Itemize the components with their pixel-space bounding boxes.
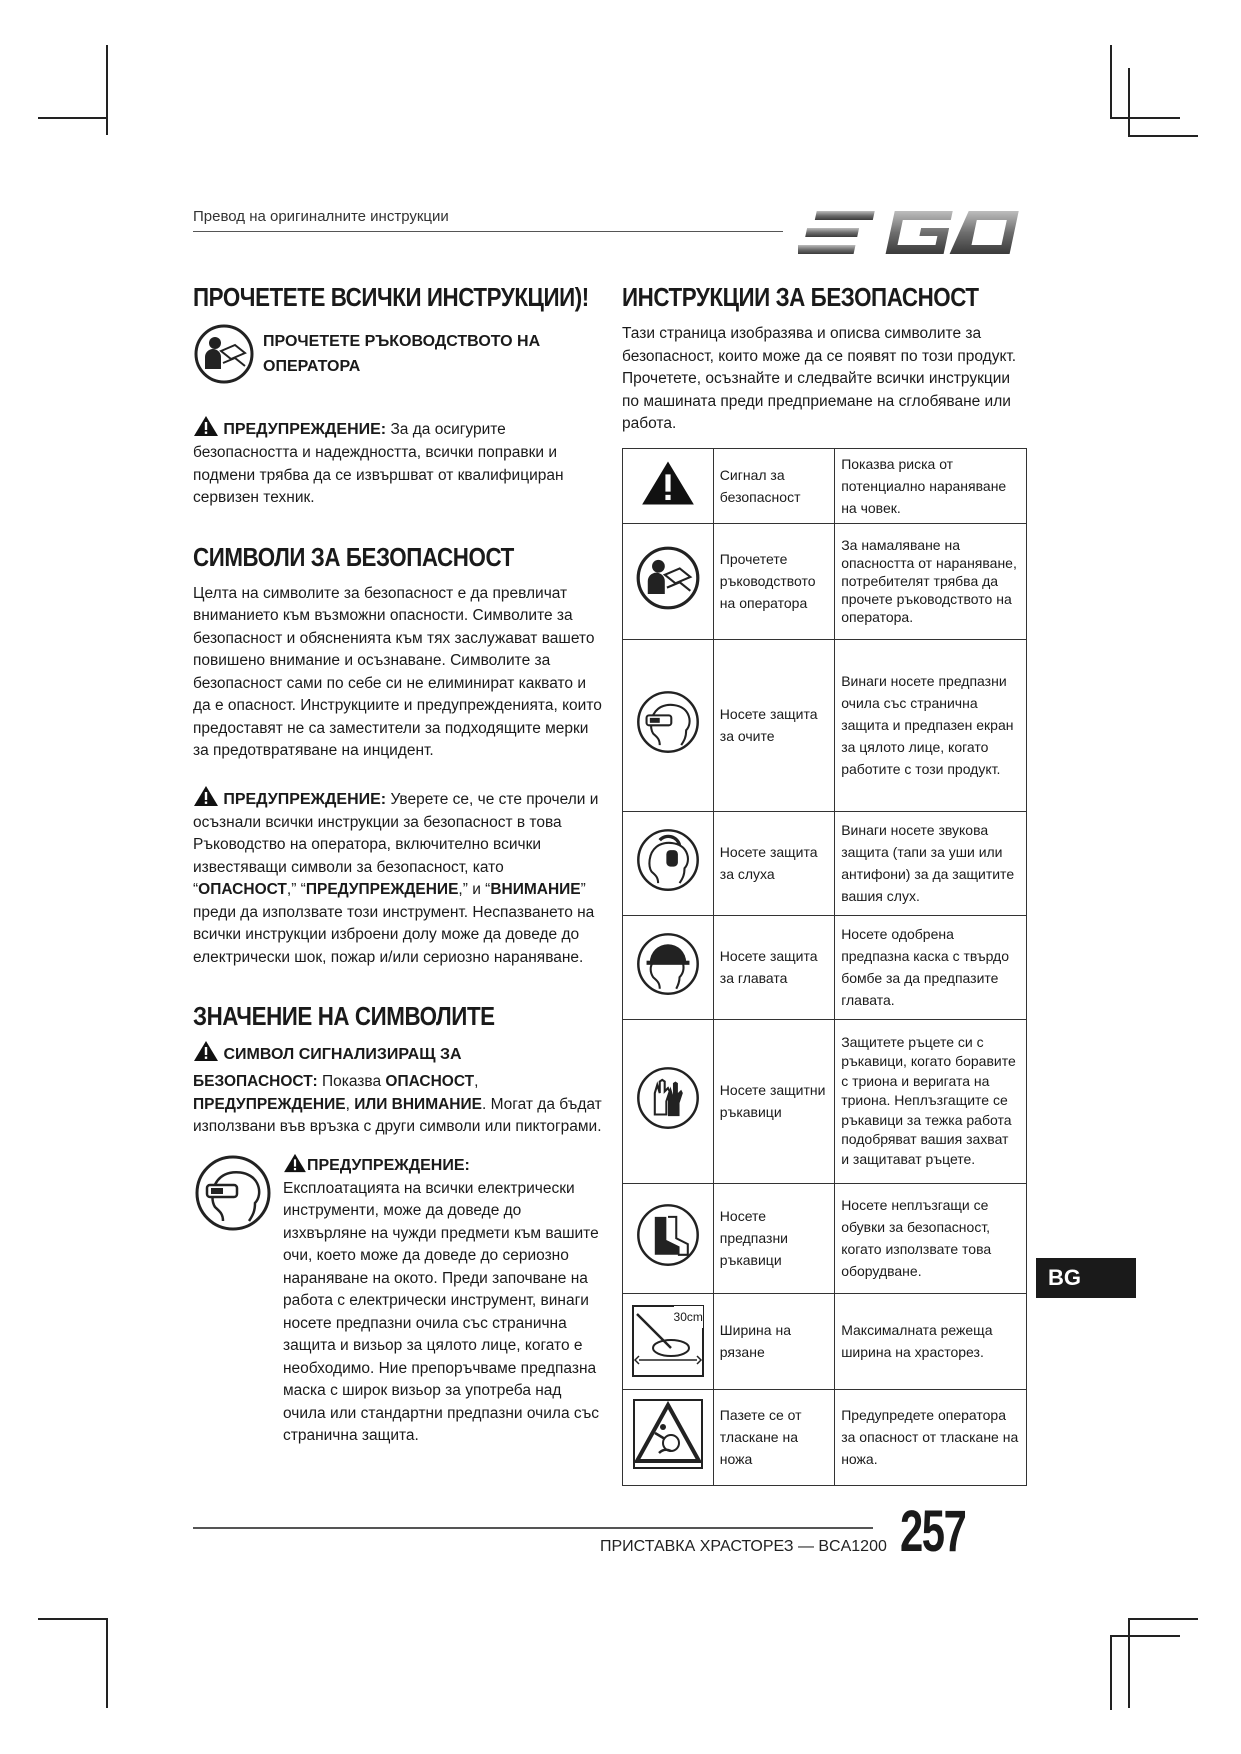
footer-product: ПРИСТАВКА ХРАСТОРЕЗ — BCA1200 [600,1538,887,1555]
warning-text-part: Уверете се, че сте прочели и осъзнали всички инструкции за безопасност в това Ръководство на оператора, включително всички известяващи символи за безопасност, като “ [193,790,599,898]
alert-bold: БЕЗОПАСНОСТ: [193,1073,318,1090]
heading-symbol-meaning: ЗНАЧЕНИЕ НА СИМВОЛИТЕ [193,1001,495,1031]
intro-paragraph: Тази страница изобразява и описва символите за безопасност, които може да се появят по този продукт. Прочетете, осъзнайте и следвайте всички инструкции по машината преди предприемане на сглобяване или работа. [622,325,1017,432]
caution-word: ВНИМАНИЕ [490,881,581,898]
warning-text: За да осигурите безопасността и надеждността, всички поправки и подмени трябва да се извършват от квалифициран сервизен техник. [193,421,564,506]
table-row [623,915,1027,1019]
read-manual-block [193,323,603,385]
eye-protection-icon [635,689,701,755]
footer-rule [193,1527,873,1529]
alert-bold: ПРЕДУПРЕЖДЕНИЕ [193,1095,346,1113]
warning-label: ПРЕДУПРЕЖДЕНИЕ: [223,421,387,438]
symbol-desc: Защитете ръцете си с ръкавици, когато боравите с триона и веригата на триона. Неплъзгащите се ръкавици за тежка работа подобряват вашия захват и защитават ръцете. [835,1019,1027,1183]
warning-service [193,415,603,510]
alert-bold: ОПАСНОСТ [385,1073,475,1090]
left-column [193,282,603,1448]
symbols-paragraph: Целта на символите за безопасност е да превличат вниманието към възможни опасности. Символите за безопасност и обясненията към тях заслужават вашето повишено внимание и осъзнаване. Символите за безопасност сами по себе си не елиминират каквато и да е опасност. Инструкциите и предупрежденията, които предоставят не са заместители за подходящите мерки за предотвратяване на инцидент. [193,584,602,759]
crop-mark [1128,1618,1198,1620]
warning-text: Експлоатацията на всички електрически инструменти, може да доведе до изхвърляне на чужди предмети към вашите очи, което може да доведе до сериозно нараняване на окото. Преди започване на работа с електрически инструмент, винаги носете предпазни очила със странична защита и визьор за цялото лице, когато е необходимо. Ние препоръчваме предпазна маска с широк визьор за употреба над очила или стандартни предпазни очила със странична защита. [283,1179,600,1444]
read-manual-icon [635,545,701,611]
symbol-desc: Носете неплъзгащи се обувки за безопасност, когато използвате това оборудване. [835,1183,1027,1293]
crop-mark [106,1618,108,1708]
right-column [622,282,1030,1486]
warning-text-part: ,” “ [286,881,306,898]
symbol-desc: Носете одобрена предпазна каска с твърдо бомбе за да предпазите главата. [835,915,1027,1019]
blade-thrust-icon [633,1399,703,1469]
symbol-desc: Винаги носете звукова защита (тапи за уши или антифони) за да защитите вашия слух. [835,811,1027,915]
symbol-desc: Предупредете оператора за опасност от тласкане на ножа. [835,1389,1027,1485]
symbol-cell [623,1293,714,1389]
alert-text: , [345,1095,355,1113]
warning-label: ПРЕДУПРЕЖДЕНИЕ: [307,1156,470,1174]
symbol-desc: Показва риска от потенциално нараняване на човек. [835,448,1027,523]
crop-mark [1110,117,1180,119]
alert-text: Показва [317,1073,386,1090]
crop-mark [1110,1635,1180,1637]
crop-mark [38,1618,108,1620]
warning-text-part: ” преди да използвате този инструмент. Неспазването на всички инструкции изброени долу може да доведе до електрически шок, пожар и/или сериозно нараняване. [193,881,595,966]
symbol-cell [623,1389,714,1485]
alert-symbol-title [193,1040,603,1067]
alert-text: , [474,1073,479,1090]
crop-mark [1128,68,1130,136]
ego-logo-text: EGO [798,205,801,206]
symbols-table [622,448,1027,1486]
ear-protection-icon [635,827,701,893]
ego-logo [798,205,1028,261]
symbol-name: Носете защита за очите [713,639,834,811]
cutting-width-label: 30cm [674,1306,703,1328]
warning-label: ПРЕДУПРЕЖДЕНИЕ: [223,790,387,808]
read-manual-line1: ПРОЧЕТЕТЕ РЪКОВОДСТВОТО НА [263,333,541,350]
symbol-name: Носете защита за главата [713,915,834,1019]
safety-goggles-icon [193,1153,273,1233]
symbol-cell [623,523,714,639]
table-row [623,448,1027,523]
language-tab: BG [1036,1258,1136,1298]
read-manual-line2: ОПЕРАТОРА [263,358,361,375]
warning-triangle-icon [193,785,219,807]
symbol-cell [623,1019,714,1183]
symbol-name: Прочетете ръководството на оператора [713,523,834,639]
crop-mark [1128,135,1198,137]
alert-text: . Могат да бъдат използвани във връзка с други символи или пиктограми. [193,1095,602,1135]
table-row [623,1389,1027,1485]
symbol-name: Сигнал за безопасност [713,448,834,523]
crop-mark [1110,45,1112,117]
heading-safety-instructions: ИНСТРУКЦИИ ЗА БЕЗОПАСНОСТ [622,282,979,312]
symbol-cell [623,915,714,1019]
symbol-cell [623,1183,714,1293]
table-row [623,1183,1027,1293]
symbol-name: Носете защита за слуха [713,811,834,915]
eye-warning-text [283,1153,603,1448]
symbol-name: Пазете се от тласкане на ножа [713,1389,834,1485]
header-rule [193,231,783,232]
warning-read-instructions [193,785,603,970]
symbol-name: Носете защитни ръкавици [713,1019,834,1183]
alert-symbol-desc [193,1071,603,1139]
warning-text-part: ,” и “ [458,881,491,898]
symbol-desc: За намаляване на опасността от нараняване, потребителят трябва да прочете ръководството на оператора. [835,523,1027,639]
gloves-icon [635,1065,701,1131]
table-row [623,1293,1027,1389]
crop-mark [106,45,108,135]
boots-icon [635,1202,701,1268]
read-manual-icon [193,323,255,385]
danger-word: ОПАСНОСТ [198,881,287,898]
symbol-desc: Максималната режеща ширина на храсторез. [835,1293,1027,1389]
warning-triangle-icon [283,1153,307,1173]
heading-read-all: ПРОЧЕТЕТЕ ВСИЧКИ ИНСТРУКЦИИ)! [193,282,589,312]
crop-mark [1110,1635,1112,1710]
warning-word: ПРЕДУПРЕЖДЕНИЕ [305,881,459,898]
alert-bold: ИЛИ ВНИМАНИЕ [354,1095,482,1113]
symbol-name: Носете предпазни ръкавици [713,1183,834,1293]
crop-mark [38,117,108,119]
table-row [623,523,1027,639]
symbol-cell [623,639,714,811]
symbol-cell [623,448,714,523]
warning-triangle-icon [193,415,219,437]
symbol-desc: Винаги носете предпазни очила със странична защита и предпазен екран за цялото лице, когато работите с този продукт. [835,639,1027,811]
table-row [623,639,1027,811]
symbol-cell [623,811,714,915]
warning-triangle-icon [193,1040,219,1062]
heading-safety-symbols: СИМВОЛИ ЗА БЕЗОПАСНОСТ [193,541,514,572]
eye-warning-block [193,1153,603,1448]
crop-mark [1128,1618,1130,1708]
page-number: 257 [900,1499,966,1564]
table-row [623,811,1027,915]
head-protection-icon [635,931,701,997]
header-text: Превод на оригиналните инструкции [193,208,449,225]
warning-triangle-icon [640,458,696,508]
table-row [623,1019,1027,1183]
symbol-name: Ширина на рязане [713,1293,834,1389]
alert-title-text: СИМВОЛ СИГНАЛИЗИРАЩ ЗА [223,1046,462,1063]
